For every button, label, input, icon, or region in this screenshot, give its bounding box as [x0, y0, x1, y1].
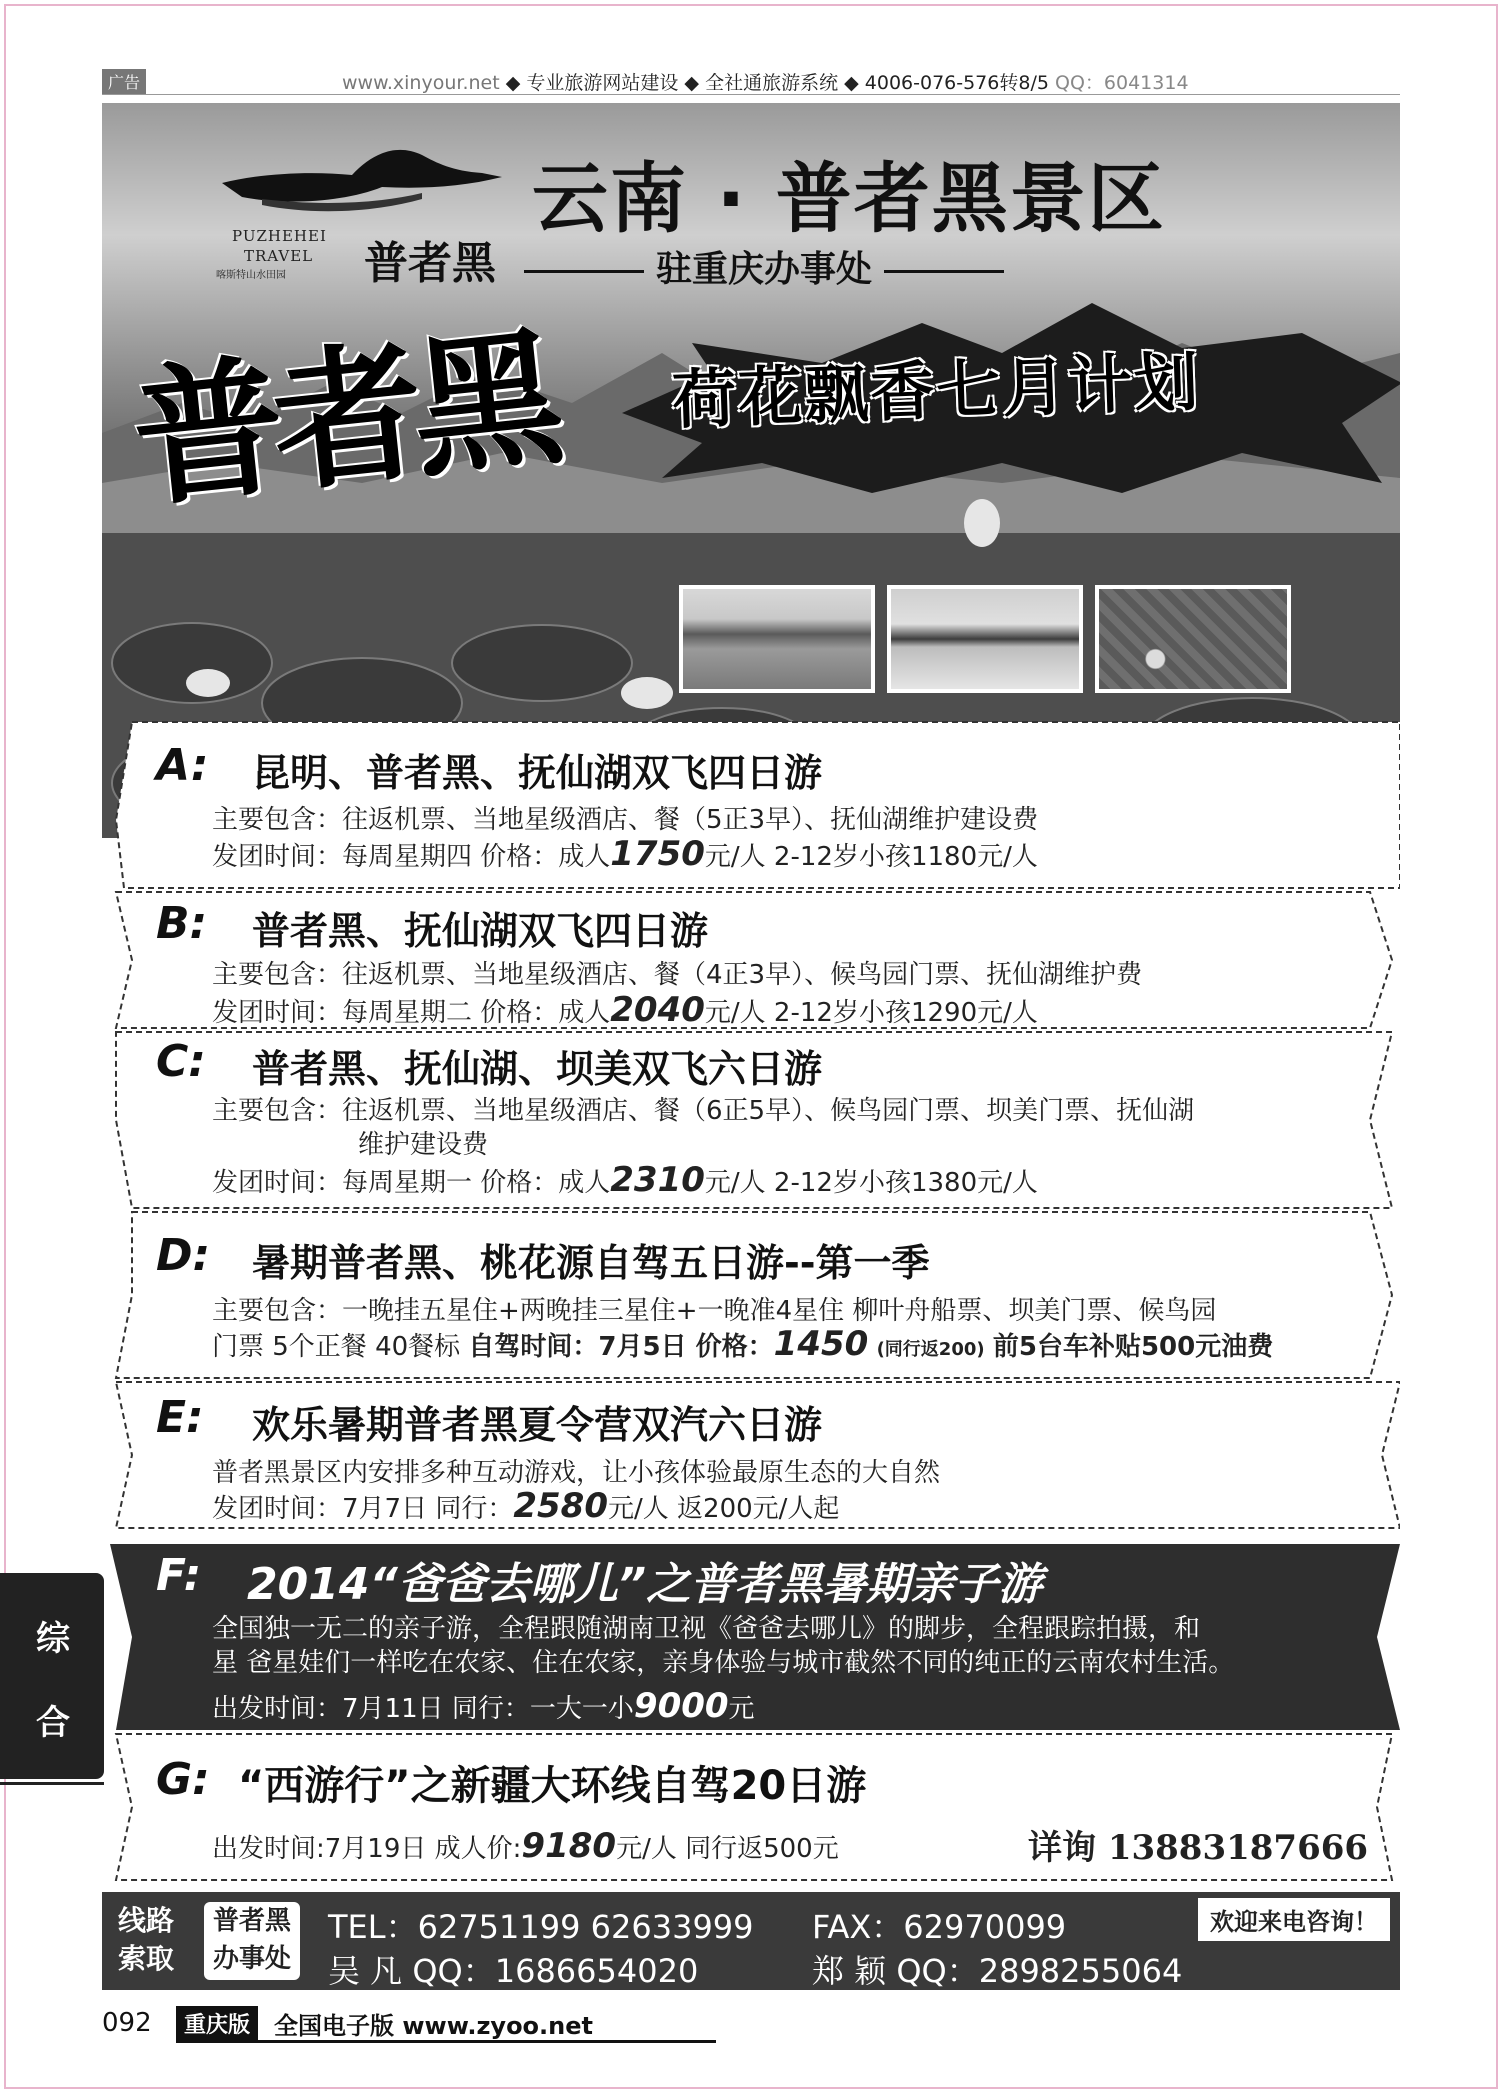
- edition-badge: 重庆版: [176, 2006, 258, 2041]
- route-price: 2310: [610, 1160, 705, 1200]
- photo-boats-lake: [679, 585, 875, 693]
- route-title: 昆明、普者黑、抚仙湖双飞四日游: [252, 751, 823, 795]
- route-schedule: 自驾时间：7月5日 价格：: [468, 1332, 774, 1362]
- route-hotline: 详询 13883187666: [1028, 1828, 1369, 1868]
- logo-en-line1: PUZHEHEI: [232, 227, 327, 245]
- route-schedule-price: [212, 990, 1038, 1030]
- page-title: 云南 · 普者黑景区: [532, 154, 1166, 243]
- route-item-g: [102, 1732, 1400, 1882]
- route-price-note: 元/人 同行返500元: [616, 1834, 839, 1864]
- route-price-note: 元/人 2-12岁小孩1380元/人: [704, 1168, 1038, 1198]
- route-price-note: 元: [728, 1694, 755, 1724]
- side-tab-rule: [0, 1782, 104, 1785]
- route-includes-cont: 维护建设费: [358, 1130, 489, 1160]
- route-schedule: 发团时间：7月7日 同行：: [212, 1494, 514, 1524]
- route-includes: 全国独一无二的亲子游，全程跟随湖南卫视《爸爸去哪儿》的脚步，全程跟踪拍摄，和: [212, 1614, 1201, 1644]
- page-number: 092: [102, 2008, 152, 2038]
- route-price-note: 前5台车补贴500元油费: [992, 1332, 1274, 1362]
- office-badge-line2: 办事处: [212, 1944, 291, 1974]
- route-item-a: [102, 720, 1400, 890]
- route-price: 2040: [610, 990, 705, 1030]
- route-title: 普者黑、抚仙湖、坝美双飞六日游: [252, 1047, 823, 1091]
- welcome-badge: 欢迎来电咨询！: [1198, 1898, 1390, 1941]
- route-schedule-price: [212, 834, 1038, 874]
- route-title: 欢乐暑期普者黑夏令营双汽六日游: [252, 1403, 823, 1447]
- route-schedule-price: [212, 1686, 755, 1726]
- photo-lotus-field: [1095, 585, 1291, 693]
- route-price: 2580: [513, 1486, 608, 1526]
- subtitle-text: 驻重庆办事处: [656, 249, 873, 290]
- header-items: ◆ 专业旅游网站建设 ◆ 全社通旅游系统 ◆ 4006-076-576转8/5: [505, 72, 1049, 94]
- route-letter: E:: [156, 1392, 204, 1443]
- route-item-c: [102, 1030, 1400, 1210]
- logo-cn-text: 普者黑: [364, 238, 496, 289]
- contact-qq-2: 郑 颖 QQ：2898255064: [812, 1952, 1183, 1990]
- contact-qq-1: 吴 凡 QQ：1686654020: [328, 1952, 699, 1990]
- route-item-e: [102, 1380, 1400, 1530]
- route-letter: A:: [156, 740, 209, 791]
- route-letter: B:: [156, 898, 208, 949]
- route-title: “西游行”之新疆大环线自驾20日游: [238, 1763, 867, 1809]
- photo-mountain-reflection: [887, 585, 1083, 693]
- route-list: [102, 720, 1400, 1880]
- page-footer: [102, 2004, 622, 2044]
- brush-calligraphy-title: 普者黑: [125, 309, 562, 529]
- route-price-note: 元/人 2-12岁小孩1180元/人: [704, 842, 1038, 872]
- contact-label: [118, 1902, 192, 1978]
- campaign-slogan: 荷花飘香七月计划: [671, 345, 1202, 439]
- route-includes: 主要包含：往返机票、当地星级酒店、餐（4正3早）、候鸟园门票、抚仙湖维护费: [212, 960, 1143, 990]
- logo-en-line2: TRAVEL: [244, 247, 314, 265]
- logo-mark-icon: [222, 143, 502, 223]
- route-letter: D:: [156, 1230, 211, 1281]
- header-qq: QQ：6041314: [1055, 72, 1189, 94]
- office-badge-line1: 普者黑: [212, 1906, 291, 1936]
- route-schedule: 发团时间：每周星期四 价格：成人: [212, 842, 611, 872]
- route-schedule: 出发时间:7月19日 成人价:: [212, 1834, 522, 1864]
- route-schedule-price: [212, 1324, 1273, 1364]
- route-item-b: [102, 890, 1400, 1030]
- route-includes-cont: 星 爸星娃们一样吃在农家、住在农家，亲身体验与城市截然不同的纯正的云南农村生活。: [212, 1648, 1235, 1678]
- route-price: 9000: [633, 1686, 729, 1726]
- header-bar: [102, 66, 1400, 96]
- contact-label-line2: 索取: [118, 1942, 175, 1975]
- ad-tag: 广告: [102, 69, 146, 94]
- route-price-note: 元/人 2-12岁小孩1290元/人: [704, 998, 1038, 1028]
- route-item-f: [102, 1542, 1400, 1732]
- route-schedule-price: [212, 1160, 1038, 1200]
- subtitle-rule-left: [524, 270, 644, 273]
- contact-label-line1: 线路: [118, 1904, 175, 1937]
- page-subtitle: [512, 241, 1016, 292]
- side-tab-char-1: 综: [36, 1619, 70, 1659]
- side-tab-char-2: 合: [36, 1703, 70, 1743]
- contact-strip: [102, 1892, 1400, 1990]
- route-letter: F:: [156, 1550, 202, 1601]
- route-letter: G:: [156, 1754, 210, 1805]
- route-peer-rebate: (同行返200): [876, 1339, 985, 1360]
- contact-tel: TEL：62751199 62633999: [328, 1908, 754, 1946]
- route-price: 1450: [773, 1324, 869, 1364]
- route-price-note: 元/人 返200元/人起: [608, 1494, 840, 1524]
- route-price: 9180: [521, 1826, 617, 1866]
- route-title: 普者黑、抚仙湖双飞四日游: [252, 909, 709, 953]
- route-schedule: 出发时间：7月11日 同行：一大一小: [212, 1694, 634, 1724]
- header-text: [342, 68, 1189, 95]
- route-includes: 主要包含：往返机票、当地星级酒店、餐（6正5早）、候鸟园门票、坝美门票、抚仙湖: [212, 1096, 1195, 1126]
- route-schedule-price: [212, 1486, 839, 1526]
- route-title: 暑期普者黑、桃花源自驾五日游--第一季: [252, 1241, 930, 1285]
- route-includes: 主要包含：一晚挂五星住+两晚挂三星住+一晚准4星住 柳叶舟船票、坝美门票、候鸟园: [212, 1296, 1217, 1326]
- route-schedule: 发团时间：每周星期二 价格：成人: [212, 998, 611, 1028]
- route-letter: C:: [156, 1036, 206, 1087]
- route-includes-cont: 门票 5个正餐 40餐标: [212, 1332, 461, 1362]
- section-side-tab: [0, 1573, 104, 1779]
- route-includes: 普者黑景区内安排多种互动游戏，让小孩体验最原生态的大自然: [212, 1458, 941, 1488]
- route-title: 2014“爸爸去哪儿”之普者黑暑期亲子游: [247, 1559, 1043, 1610]
- footer-site[interactable]: 全国电子版 www.zyoo.net: [274, 2012, 593, 2040]
- route-price: 1750: [610, 834, 705, 874]
- contact-fax: FAX：62970099: [812, 1908, 1067, 1946]
- logo-tagline: 喀斯特山水田园: [216, 270, 286, 281]
- route-schedule: 发团时间：每周星期一 价格：成人: [212, 1168, 611, 1198]
- subtitle-rule-right: [884, 270, 1004, 273]
- header-rule: [102, 94, 1400, 95]
- office-badge: [204, 1902, 300, 1980]
- route-item-d: [102, 1210, 1400, 1380]
- route-schedule-price: [212, 1826, 839, 1866]
- header-url[interactable]: www.xinyour.net: [342, 72, 500, 94]
- route-includes: 主要包含：往返机票、当地星级酒店、餐（5正3早）、抚仙湖维护建设费: [212, 805, 1039, 835]
